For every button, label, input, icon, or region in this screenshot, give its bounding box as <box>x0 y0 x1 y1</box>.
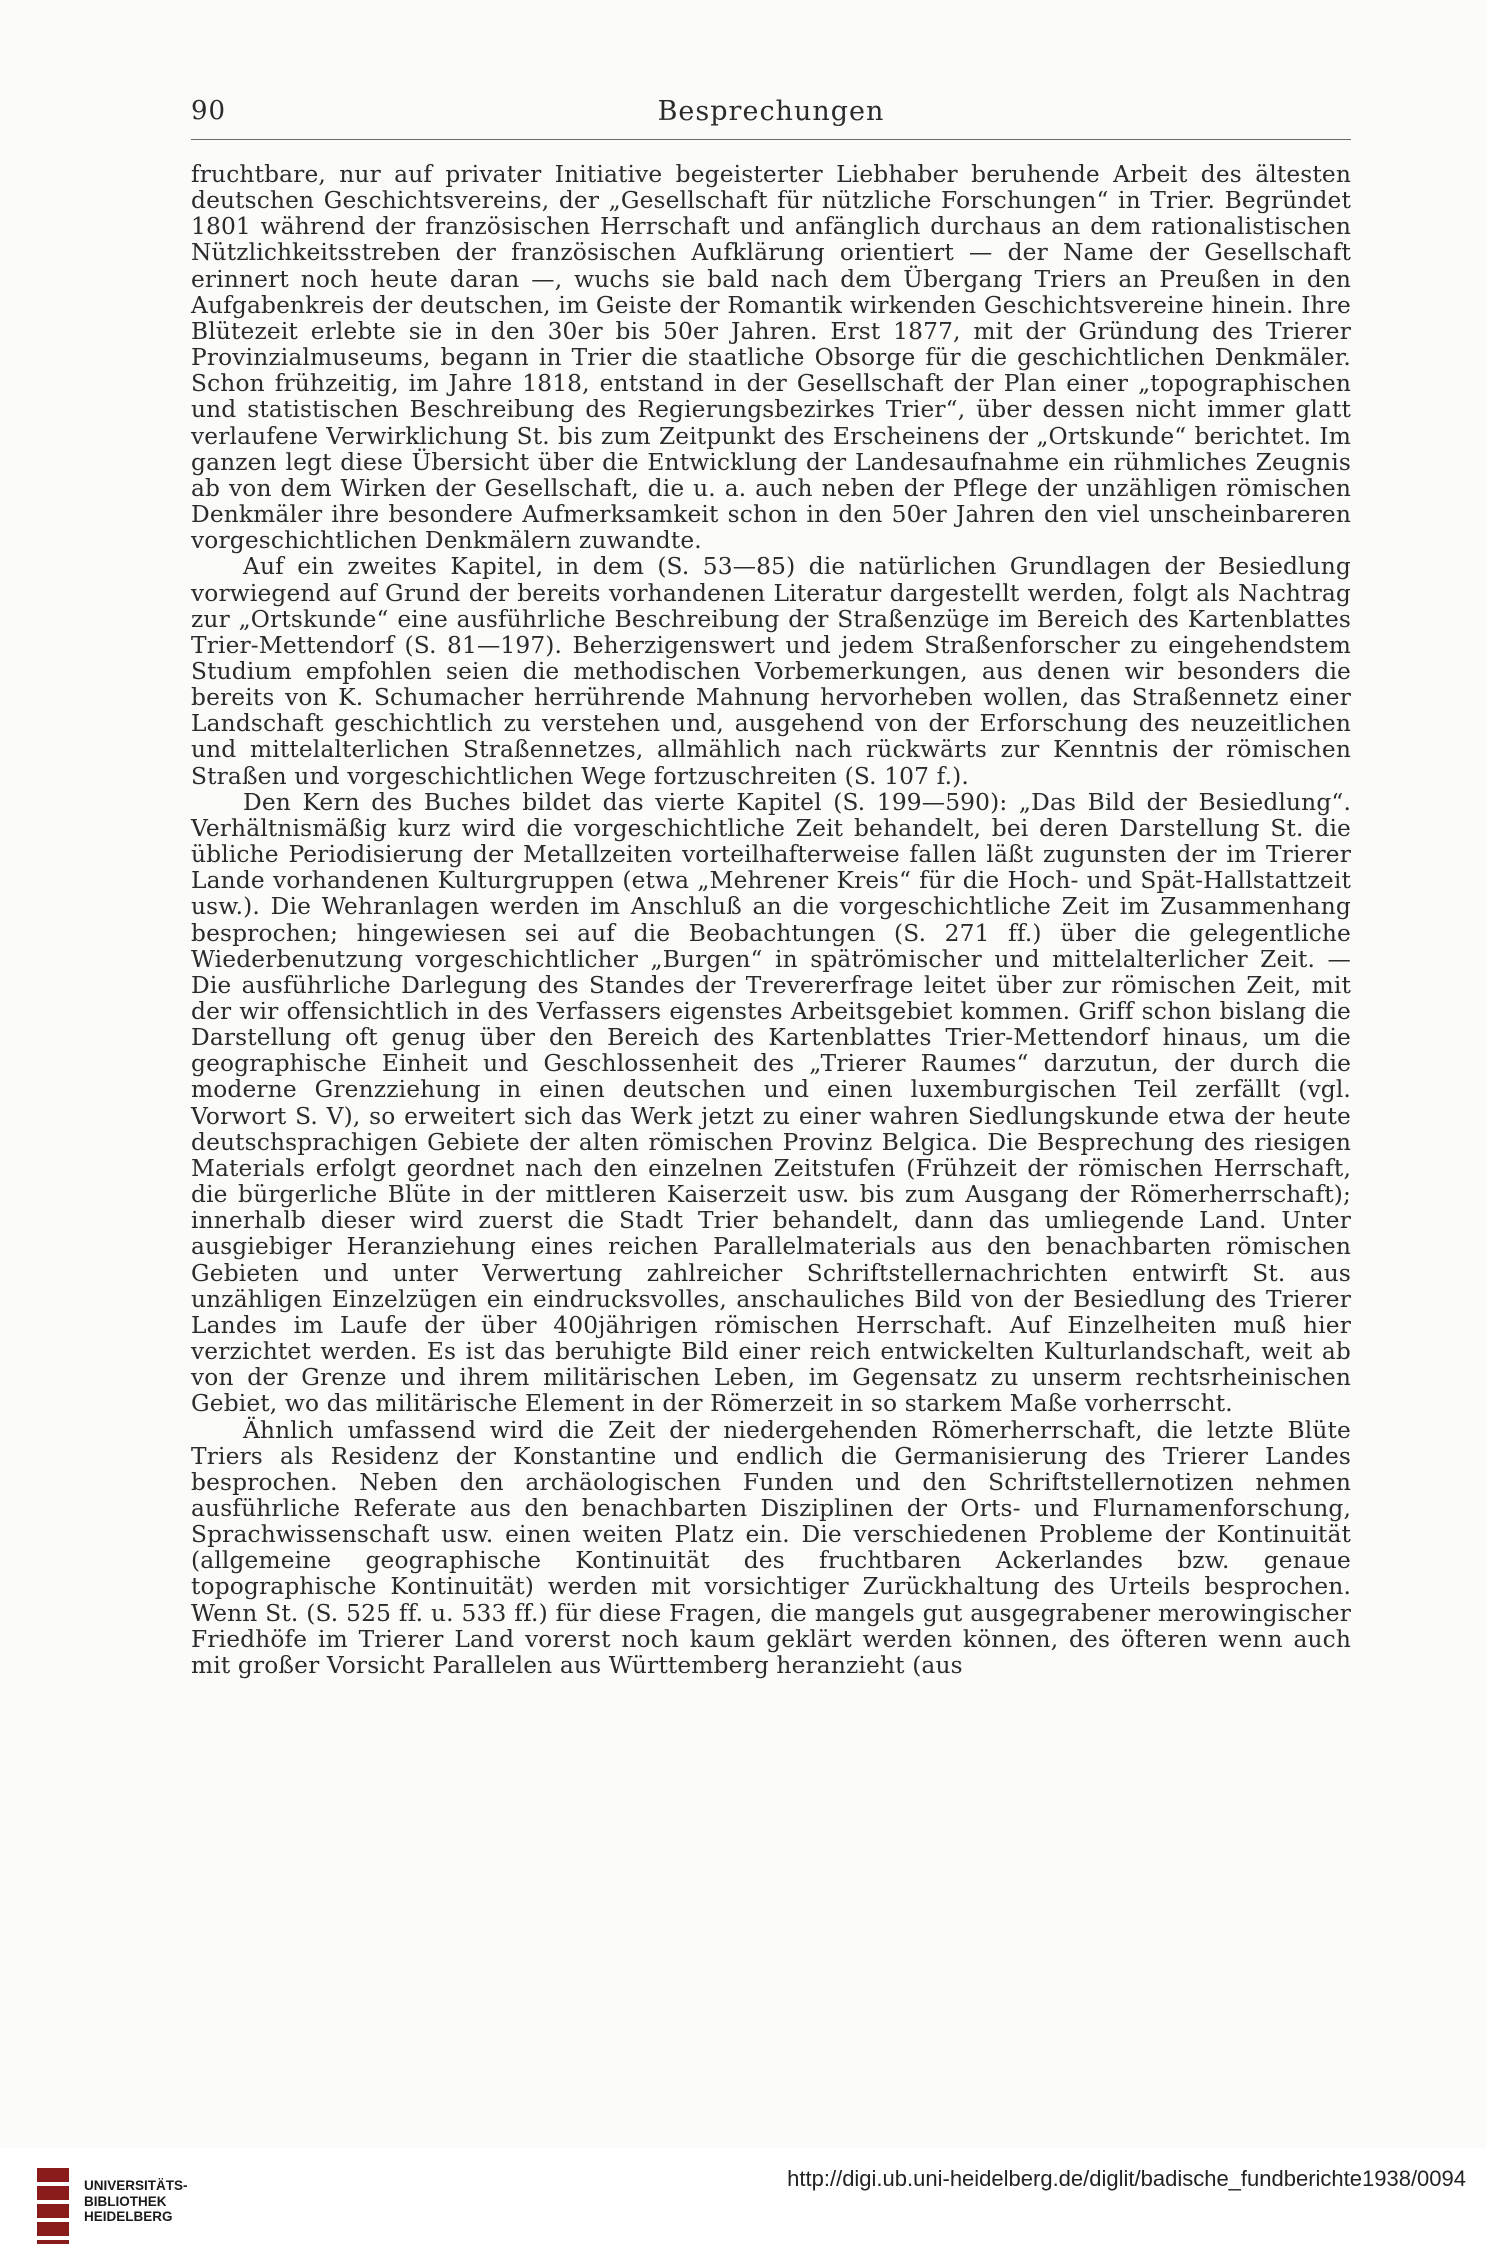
digitization-footer <box>0 2148 1486 2249</box>
library-logo-icon <box>37 2168 69 2244</box>
source-url-link[interactable]: http://digi.ub.uni-heidelberg.de/diglit/badische_fundberichte1938/0094 <box>787 2166 1466 2191</box>
running-title: Besprechungen <box>657 96 885 127</box>
library-name-line: UNIVERSITÄTS- <box>84 2178 188 2193</box>
paragraph: fruchtbare, nur auf privater Initiative begeisterter Liebhaber beruhende Arbeit des ältesten deutschen Geschichtsvereins, der „Gesellschaft für nützliche Forschungen“ in Trier. Begründet 1801 während der französischen Herrschaft und anfänglich durchaus an dem rationalistischen Nützlichkeitsstreben der französischen Aufklärung orientiert — der Name der Gesellschaft erinnert noch heute daran —, wuchs sie bald nach dem Übergang Triers an Preußen in den Aufgabenkreis der deutschen, im Geiste der Romantik wirkenden Geschichtsvereine hinein. Ihre Blütezeit erlebte sie in den 30er bis 50er Jahren. Erst 1877, mit der Gründung des Trierer Provinzialmuseums, begann in Trier die staatliche Obsorge für die geschichtlichen Denkmäler. Schon frühzeitig, im Jahre 1818, entstand in der Gesellschaft der Plan einer „topographischen und statistischen Beschreibung des Regierungsbezirkes Trier“, über dessen nicht immer glatt verlaufene Verwirklichung St. bis zum Zeitpunkt des Erscheinens der „Ortskunde“ berichtet. Im ganzen legt diese Übersicht über die Entwicklung der Landesaufnahme ein rühmliches Zeugnis ab von dem Wirken der Gesellschaft, die u. a. auch neben der Pflege der unzähligen römischen Denkmäler ihre besondere Aufmerksamkeit schon in den 50er Jahren den viel unscheinbareren vorgeschichtlichen Denkmälern zuwandte. <box>191 161 1351 555</box>
library-name-line: BIBLIOTHEK <box>84 2193 167 2209</box>
paragraph: Auf ein zweites Kapitel, in dem (S. 53—85) die natürlichen Grundlagen der Besiedlung vorwiegend auf Grund der bereits vorhandenen Literatur dargestellt werden, folgt als Nachtrag zur „Ortskunde“ eine ausführliche Beschreibung der Straßenzüge im Bereich des Kartenblattes Trier-Mettendorf (S. 81—197). Beherzigenswert und jedem Straßenforscher zu eingehendstem Studium empfohlen seien die methodischen Vorbemerkungen, aus denen wir besonders die bereits von K. Schumacher herrührende Mahnung hervorheben wollen, das Straßennetz einer Landschaft geschichtlich zu verstehen und, ausgehend von der Erforschung des neuzeitlichen und mittelalterlichen Straßennetzes, allmählich nach rückwärts zur Kenntnis der römischen Straßen und vorgeschichtlichen Wege fortzuschreiten (S. 107 f.). <box>191 553 1351 790</box>
header-rule <box>191 139 1351 140</box>
review-body <box>191 162 1351 1679</box>
library-name-line: HEIDELBERG <box>84 2209 173 2224</box>
page-number: 90 <box>191 96 227 126</box>
paragraph: Ähnlich umfassend wird die Zeit der niedergehenden Römerherrschaft, die letzte Blüte Triers als Residenz der Konstantine und endlich die Germanisierung des Trierer Landes besprochen. Neben den archäologischen Funden und den Schriftstellernotizen nehmen ausführliche Referate aus den benachbarten Disziplinen der Orts- und Flurnamenforschung, Sprachwissenschaft usw. einen weiten Platz ein. Die verschiedenen Probleme der Kontinuität (allgemeine geographische Kontinuität des fruchtbaren Ackerlandes bzw. genaue topographische Kontinuität) werden mit vorsichtiger Zurückhaltung des Urteils besprochen. Wenn St. (S. 525 ff. u. 533 ff.) für diese Fragen, die mangels gut ausgegrabener merowingischer Friedhöfe im Trierer Land vorerst noch kaum geklärt werden können, des öfteren wenn auch mit großer Vorsicht Parallelen aus Württemberg heranzieht (aus <box>191 1416 1351 1679</box>
paragraph: Den Kern des Buches bildet das vierte Kapitel (S. 199—590): „Das Bild der Besiedlung“. Verhältnismäßig kurz wird die vorgeschichtliche Zeit behandelt, bei deren Darstellung St. die übliche Periodisierung der Metallzeiten vorteilhafterweise fallen läßt zugunsten der im Trierer Lande vorhandenen Kulturgruppen (etwa „Mehrener Kreis“ für die Hoch- und Spät-Hallstattzeit usw.). Die Wehranlagen werden im Anschluß an die vorgeschichtliche Zeit im Zusammenhang besprochen; hingewiesen sei auf die Beobachtungen (S. 271 ff.) über die gelegentliche Wiederbenutzung vorgeschichtlicher „Burgen“ in spätrömischer und mittelalterlicher Zeit. — Die ausführliche Darlegung des Standes der Trevererfrage leitet über zur römischen Zeit, mit der wir offensichtlich in des Verfassers eigenstes Arbeitsgebiet kommen. Griff schon bislang die Darstellung oft genug über den Bereich des Kartenblattes Trier-Mettendorf hinaus, um die geographische Einheit und Geschlossenheit des „Trierer Raumes“ darzutun, der durch die moderne Grenzziehung in einen deutschen und einen luxemburgischen Teil zerfällt (vgl. Vorwort S. V), so erweitert sich das Werk jetzt zu einer wahren Siedlungskunde etwa der heute deutschsprachigen Gebiete der alten römischen Provinz Belgica. Die Besprechung des riesigen Materials erfolgt geordnet nach den einzelnen Zeitstufen (Frühzeit der römischen Herrschaft, die bürgerliche Blüte in der mittleren Kaiserzeit usw. bis zum Ausgang der Römerherrschaft); innerhalb dieser wird zuerst die Stadt Trier behandelt, dann das umliegende Land. Unter ausgiebiger Heranziehung eines reichen Parallelmaterials aus den benachbarten römischen Gebieten und unter Verwertung zahlreicher Schriftstellernachrichten entwirft St. aus unzähligen Einzelzügen ein eindrucksvolles, anschauliches Bild von der Besiedlung des Trierer Landes im Laufe der über 400jährigen römischen Herrschaft. Auf Einzelheiten muß hier verzichtet werden. Es ist das beruhigte Bild einer reich entwickelten Kulturlandschaft, weit ab von der Grenze und ihrem militärischen Leben, im Gegensatz zu unserm rechtsrheinischen Gebiet, wo das militärische Element in der Römerzeit in so starkem Maße vorherrscht. <box>191 788 1351 1418</box>
library-name <box>84 2178 188 2225</box>
page-header <box>191 96 1351 136</box>
